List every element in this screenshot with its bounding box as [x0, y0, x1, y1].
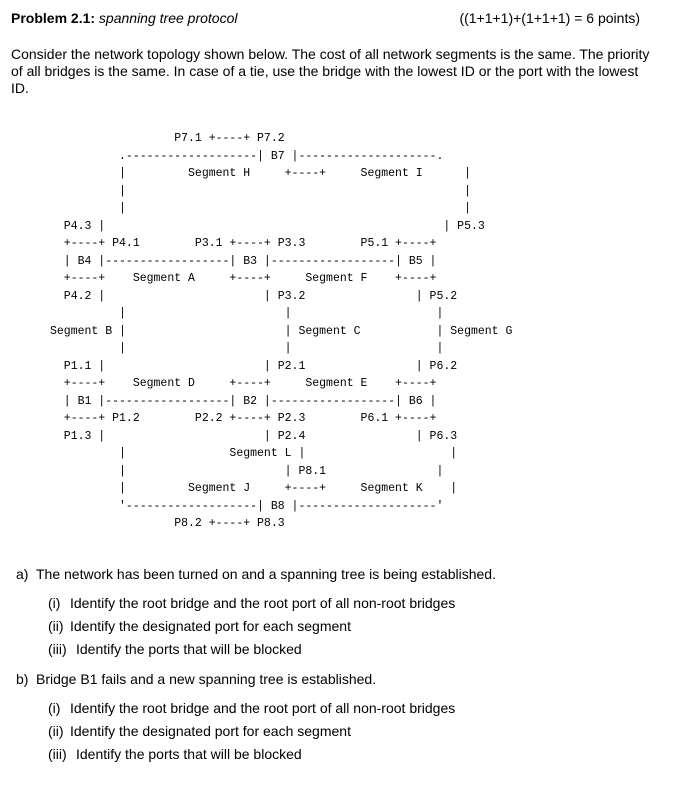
question-a-item-1-label: (i) [48, 595, 61, 611]
question-b-item-1-text: Identify the root bridge and the root port of all non-root bridges [70, 700, 456, 716]
question-b [16, 671, 656, 762]
question-a-item-3-label: (iii) [48, 641, 67, 657]
problem-points: ((1+1+1)+(1+1+1) = 6 points) [459, 10, 640, 26]
question-b-label: b) [16, 671, 29, 687]
question-a-prompt [16, 566, 656, 582]
question-b-prompt [16, 671, 656, 687]
question-a-item-2-text: Identify the designated port for each segment [70, 618, 351, 634]
question-a-text: The network has been turned on and a spanning tree is being established. [36, 566, 496, 582]
question-b-item-1 [48, 700, 455, 716]
problem-topic: spanning tree protocol [98, 10, 238, 26]
question-a-item-3 [48, 641, 302, 657]
question-b-item-2-text: Identify the designated port for each segment [70, 723, 351, 739]
question-b-item-2 [48, 723, 351, 739]
question-b-item-3-text: Identify the ports that will be blocked [76, 746, 302, 762]
question-a-item-2 [48, 618, 351, 634]
question-a-item-1-text: Identify the root bridge and the root port of all non-root bridges [70, 595, 456, 611]
question-b-item-2-label: (ii) [48, 723, 64, 739]
question-a-label: a) [16, 566, 29, 582]
question-b-text: Bridge B1 fails and a new spanning tree is established. [36, 671, 377, 687]
question-b-item-1-label: (i) [48, 700, 61, 716]
question-a-item-2-label: (ii) [48, 618, 64, 634]
intro-paragraph: Consider the network topology shown below. The cost of all network segments is the same. The priority of all bridges is the same. In case of a tie, use the bridge with the lowest ID or the port with the lowest ID. [11, 46, 650, 96]
question-b-item-3 [48, 746, 302, 762]
network-topology-diagram: P7.1 +----+ P7.2 .-------------------| B7 |--------------------. | Segment H +----+ Segment I | | | | | P4.3 | | P5.3 +----+ P4.1 P3.1 +----+ P3.3 P5.1 +----+ | B4 |------------------| B3 |------------------| B5 | +----+ Segment A +----+ Segment F +----+ P4.2 | | P3.2 | P5.2 | | | Segment B | | Segment C | Segment G | | | P1.1 | | P2.1 | P6.2 +----+ Segment D +----+ Segment E +----+ | B1 |------------------| B2 |------------------| B6 | +----+ P1.2 P2.2 +----+ P2.3 P6.1 +----+ P1.3 | | P2.4 | P6.3 | Segment L | | | | P8.1 | | Segment J +----+ Segment K | '-------------------| B8 |--------------------' P8.2 +----+ P8.3 [50, 132, 513, 530]
question-a [16, 566, 656, 657]
problem-title [11, 10, 237, 26]
problem-header [11, 10, 640, 30]
question-b-item-3-label: (iii) [48, 746, 67, 762]
question-a-item-1 [48, 595, 455, 611]
question-a-item-3-text: Identify the ports that will be blocked [76, 641, 302, 657]
problem-label: Problem 2.1: [11, 10, 96, 26]
